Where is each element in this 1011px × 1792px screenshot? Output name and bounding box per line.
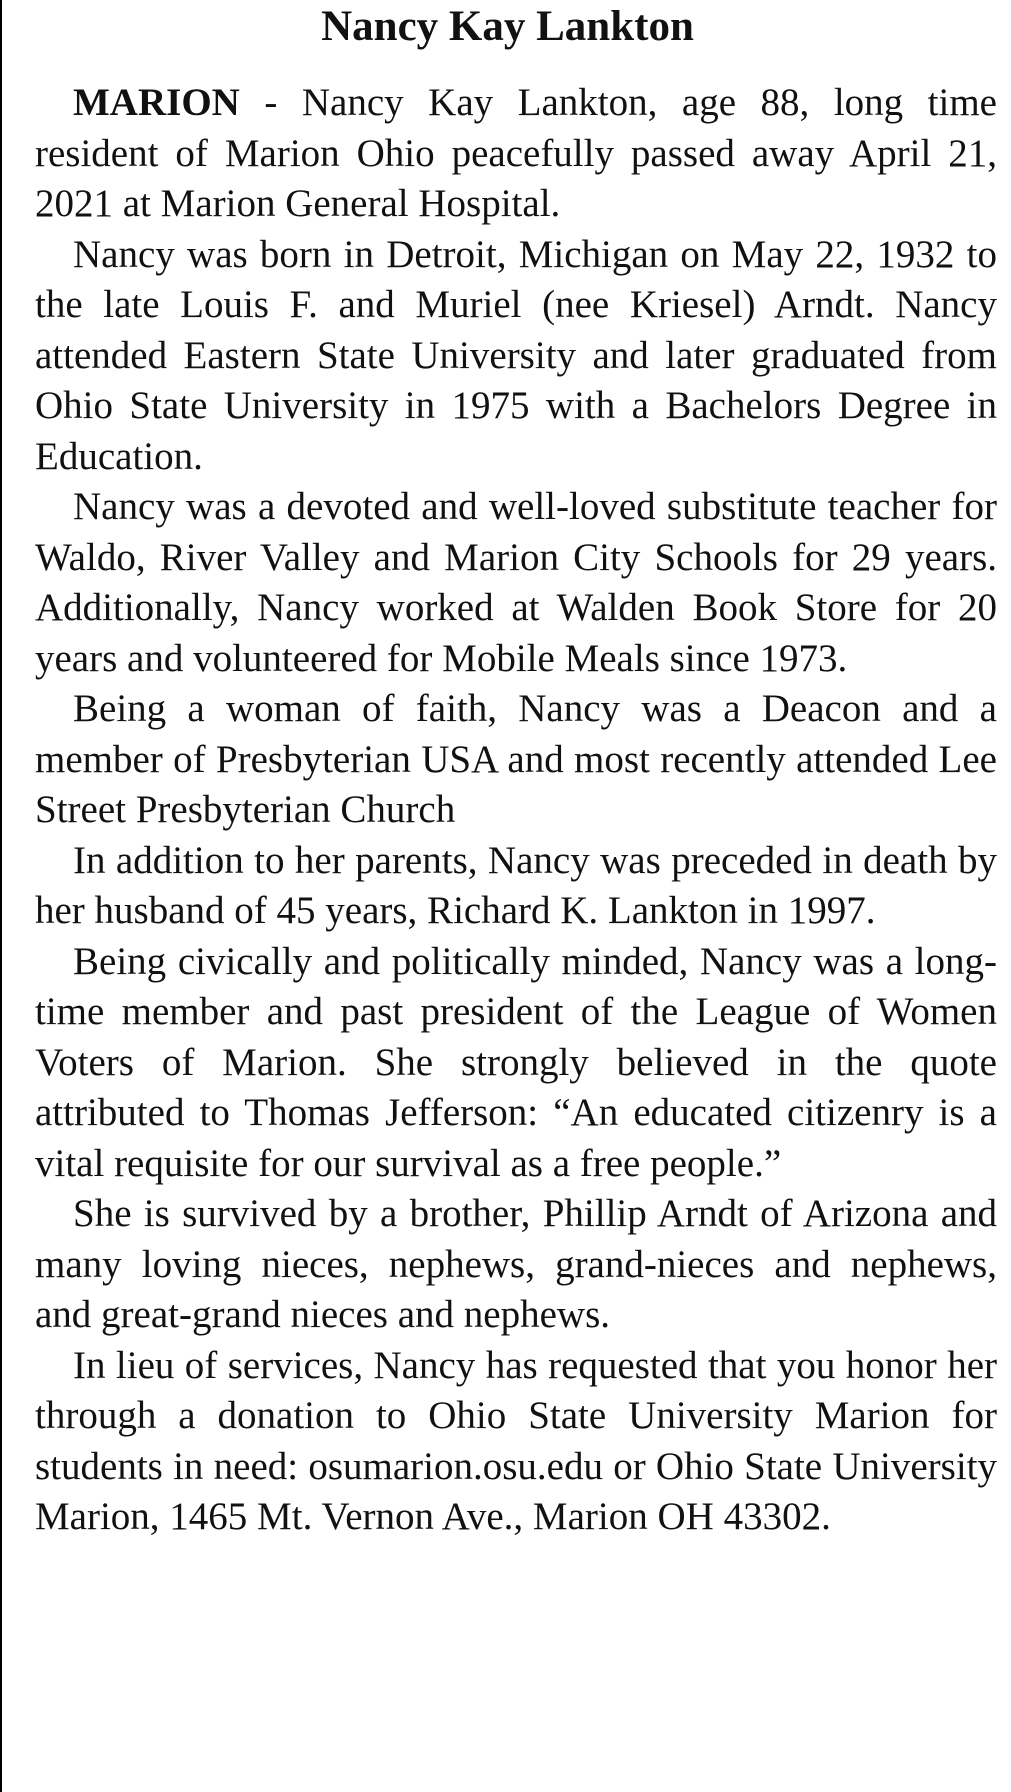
paragraph-survivors: She is survived by a brother, Phillip Arndt of Arizona and many loving nieces, nephews, grand-nieces and nephews, and great-grand nieces and nephews. (35, 1192, 997, 1336)
announcement-text: - Nancy Kay Lankton, age 88, long time resident of Marion Ohio peacefully passed away April 21, 2021 at Marion General Hospital. (35, 81, 997, 225)
paragraph-career: Nancy was a devoted and well-loved substitute teacher for Waldo, River Valley and Marion City Schools for 29 years. Additionally, Nancy worked at Walden Book Store for 20 years and volunteered for Mobile Meals since 1973. (35, 485, 997, 680)
obituary-title: Nancy Kay Lankton (321, 3, 694, 50)
paragraph-announcement (35, 78, 997, 230)
paragraph-preceded: In addition to her parents, Nancy was preceded in death by her husband of 45 years, Richard K. Lankton in 1997. (35, 838, 997, 932)
paragraph-birth: Nancy was born in Detroit, Michigan on May 22, 1932 to the late Louis F. and Muriel (nee Kriesel) Arndt. Nancy attended Eastern State University and later graduated from Ohio State University in 1975 with a Bachelors Degree in Education. (35, 232, 997, 478)
paragraph-services: In lieu of services, Nancy has requested that you honor her through a donation to Ohio State University Marion for students in need: osumarion.osu.edu or Ohio State University Marion, 1465 Mt. Vernon Ave., Marion OH 43302. (35, 1343, 997, 1538)
obituary-body (35, 78, 997, 1543)
paragraph-faith: Being a woman of faith, Nancy was a Deacon and a member of Presbyterian USA and most recently attended Lee Street Presbyterian Church (35, 687, 997, 831)
dateline: MARION (73, 81, 240, 124)
paragraph-civic: Being civically and politically minded, Nancy was a long-time member and past president of the League of Women Voters of Marion. She strongly believed in the quote attributed to Thomas Jefferson: “An educated citizenry is a vital requisite for our survival as a free people.” (35, 939, 997, 1185)
